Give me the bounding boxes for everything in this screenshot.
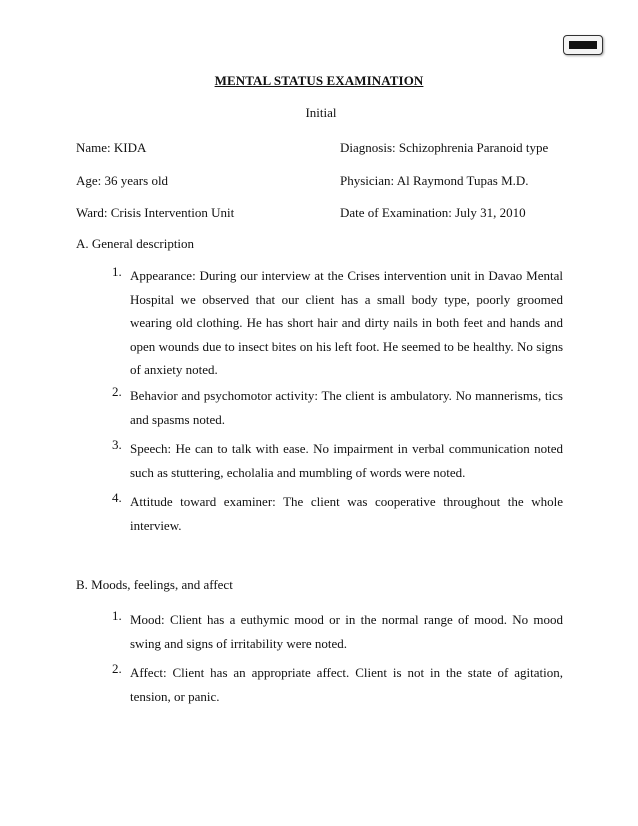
item-text-behavior: Behavior and psychomotor activity: The client is ambulatory. No mannerisms, tics and spasms noted.	[130, 388, 563, 427]
exam-date: Date of Examination: July 31, 2010	[340, 205, 526, 220]
item-number: 1.	[112, 608, 122, 623]
section-heading-general: A. General description	[76, 236, 195, 251]
item-text-mood: Mood: Client has a euthymic mood or in the normal range of mood. No mood swing and signs of irritability were noted.	[130, 612, 563, 651]
patient-name: Name: KIDA	[76, 140, 147, 155]
item-text-affect: Affect: Client has an appropriate affect. Client is not in the state of agitation, tension, or panic.	[130, 665, 563, 704]
item-number: 4.	[112, 490, 122, 505]
diagnosis: Diagnosis: Schizophrenia Paranoid type	[340, 140, 549, 155]
document-title: MENTAL STATUS EXAMINATION	[214, 73, 424, 88]
item-number: 3.	[112, 437, 122, 452]
item-number: 1.	[112, 264, 122, 279]
physician: Physician: Al Raymond Tupas M.D.	[340, 173, 529, 188]
patient-age: Age: 36 years old	[76, 173, 169, 188]
item-text-appearance: Appearance: During our interview at the Crises intervention unit in Davao Mental Hospital we observed that our client has a small body type, poorly groomed wearing old clothing. He has short hair and dirty nails in both feet and hands and open wounds due to insect bites on his left foot. He seemed to be healthy. No signs of anxiety noted.	[130, 268, 563, 377]
item-text-speech: Speech: He can to talk with ease. No impairment in verbal communication noted such as stuttering, echolalia and mumbling of words were noted.	[130, 441, 563, 480]
page-badge-mark	[569, 41, 597, 49]
ward: Ward: Crisis Intervention Unit	[76, 205, 235, 220]
document-subtitle: Initial	[305, 105, 337, 120]
item-number: 2.	[112, 384, 122, 399]
page-badge	[563, 35, 603, 55]
item-text-attitude: Attitude toward examiner: The client was cooperative throughout the whole interview.	[130, 494, 563, 533]
section-heading-moods: B. Moods, feelings, and affect	[76, 577, 233, 592]
item-number: 2.	[112, 661, 122, 676]
